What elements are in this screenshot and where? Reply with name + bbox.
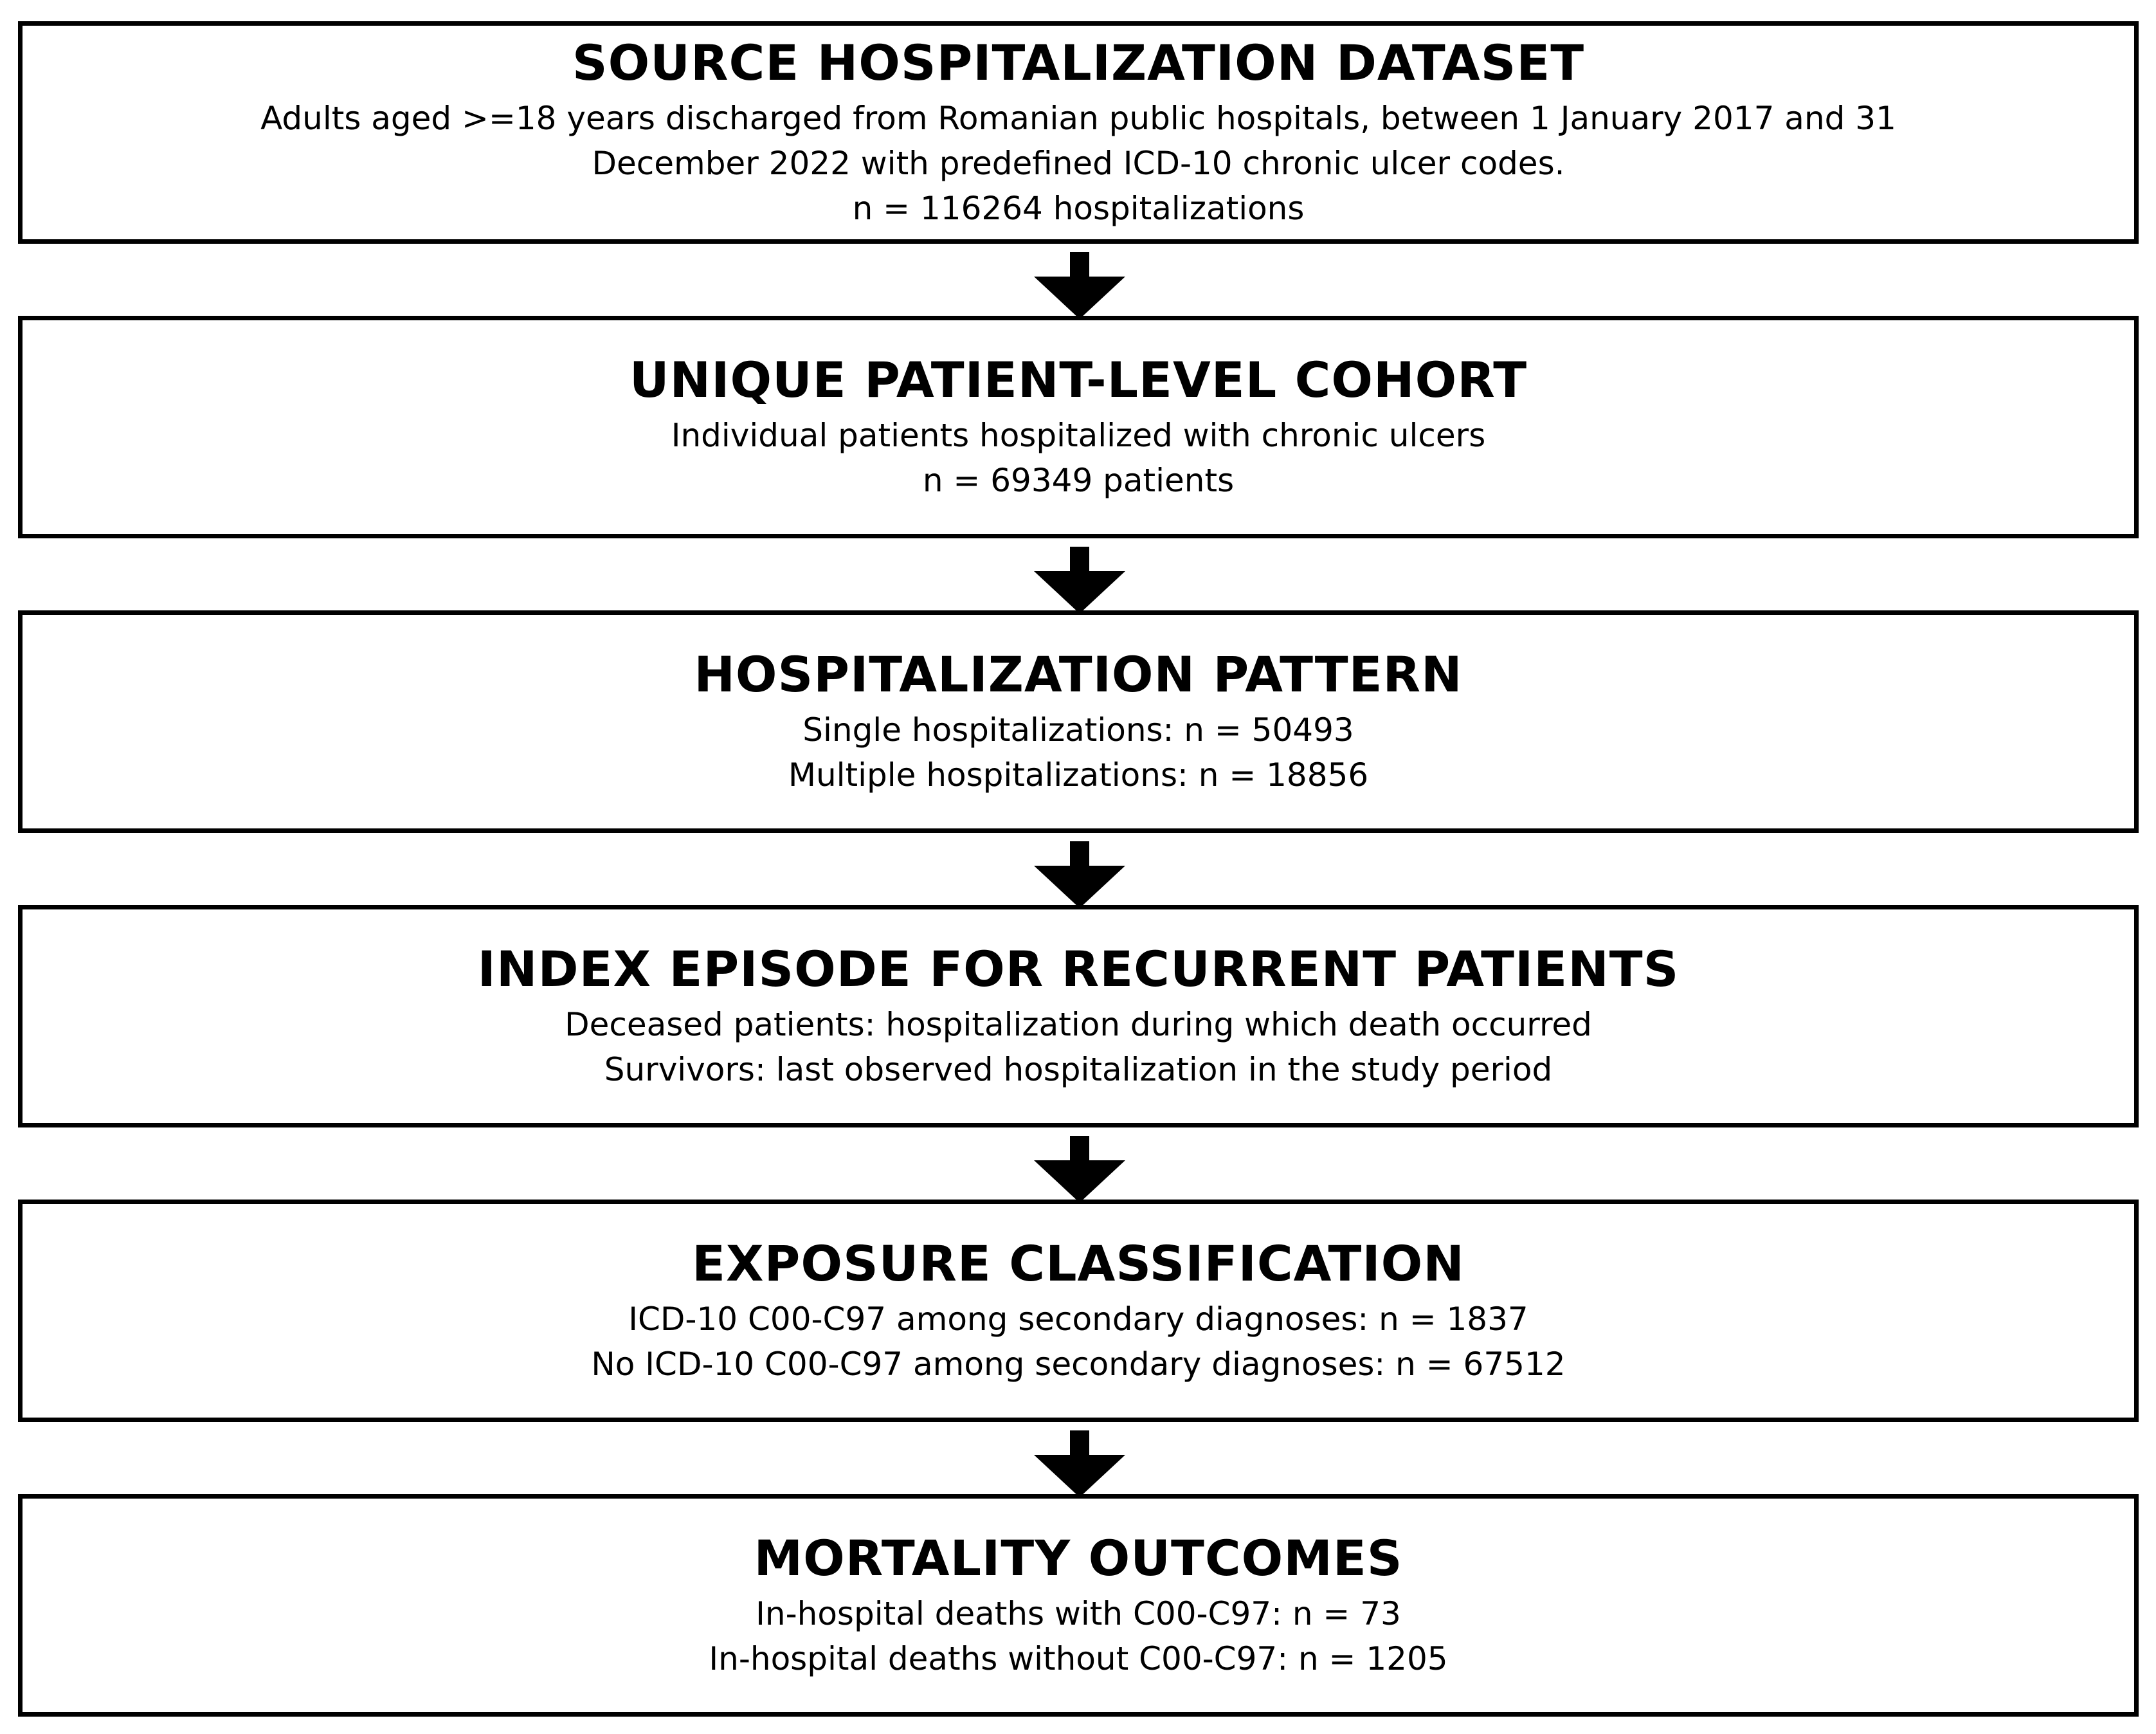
box-line: Deceased patients: hospitalization during which death occurred — [565, 1006, 1592, 1043]
box-lines — [788, 707, 1368, 798]
box-line: No ICD-10 C00-C97 among secondary diagnoses: n = 67512 — [591, 1346, 1566, 1383]
box-line: Survivors: last observed hospitalization in the study period — [604, 1051, 1553, 1088]
box-lines — [260, 96, 1896, 231]
down-arrow-icon — [1031, 1430, 1128, 1497]
box-lines — [591, 1297, 1565, 1387]
box-index-episode — [18, 905, 2139, 1127]
box-hospitalization-pattern — [18, 610, 2139, 833]
box-title: MORTALITY OUTCOMES — [754, 1529, 1403, 1587]
box-line: Adults aged >=18 years discharged from Romanian public hospitals, between 1 January 2017 and 31 — [260, 100, 1896, 137]
box-title: SOURCE HOSPITALIZATION DATASET — [572, 34, 1585, 91]
box-line: n = 116264 hospitalizations — [852, 190, 1305, 227]
box-line: Multiple hospitalizations: n = 18856 — [788, 756, 1369, 794]
box-line: ICD-10 C00-C97 among secondary diagnoses: n = 1837 — [628, 1300, 1528, 1338]
box-lines — [671, 413, 1486, 503]
box-mortality-outcomes — [18, 1494, 2139, 1717]
box-unique-patient-level-cohort — [18, 316, 2139, 538]
box-title: INDEX EPISODE FOR RECURRENT PATIENTS — [477, 940, 1680, 998]
box-title: HOSPITALIZATION PATTERN — [694, 646, 1463, 703]
box-source-hospitalization-dataset — [18, 21, 2139, 244]
box-title: EXPOSURE CLASSIFICATION — [692, 1235, 1465, 1292]
box-lines — [565, 1002, 1592, 1092]
box-exposure-classification — [18, 1200, 2139, 1422]
down-arrow-icon — [1031, 547, 1128, 614]
box-title: UNIQUE PATIENT-LEVEL COHORT — [629, 351, 1528, 408]
down-arrow-icon — [1031, 1136, 1128, 1203]
down-arrow-icon — [1031, 841, 1128, 908]
box-line: In-hospital deaths with C00-C97: n = 73 — [756, 1595, 1401, 1632]
box-line: Individual patients hospitalized with chronic ulcers — [671, 417, 1486, 454]
box-lines — [709, 1591, 1447, 1681]
down-arrow-icon — [1031, 252, 1128, 319]
box-line: December 2022 with predefined ICD-10 chronic ulcer codes. — [592, 145, 1565, 182]
box-line: Single hospitalizations: n = 50493 — [802, 711, 1354, 749]
box-line: n = 69349 patients — [922, 462, 1235, 499]
box-line: In-hospital deaths without C00-C97: n = 1205 — [709, 1640, 1448, 1677]
